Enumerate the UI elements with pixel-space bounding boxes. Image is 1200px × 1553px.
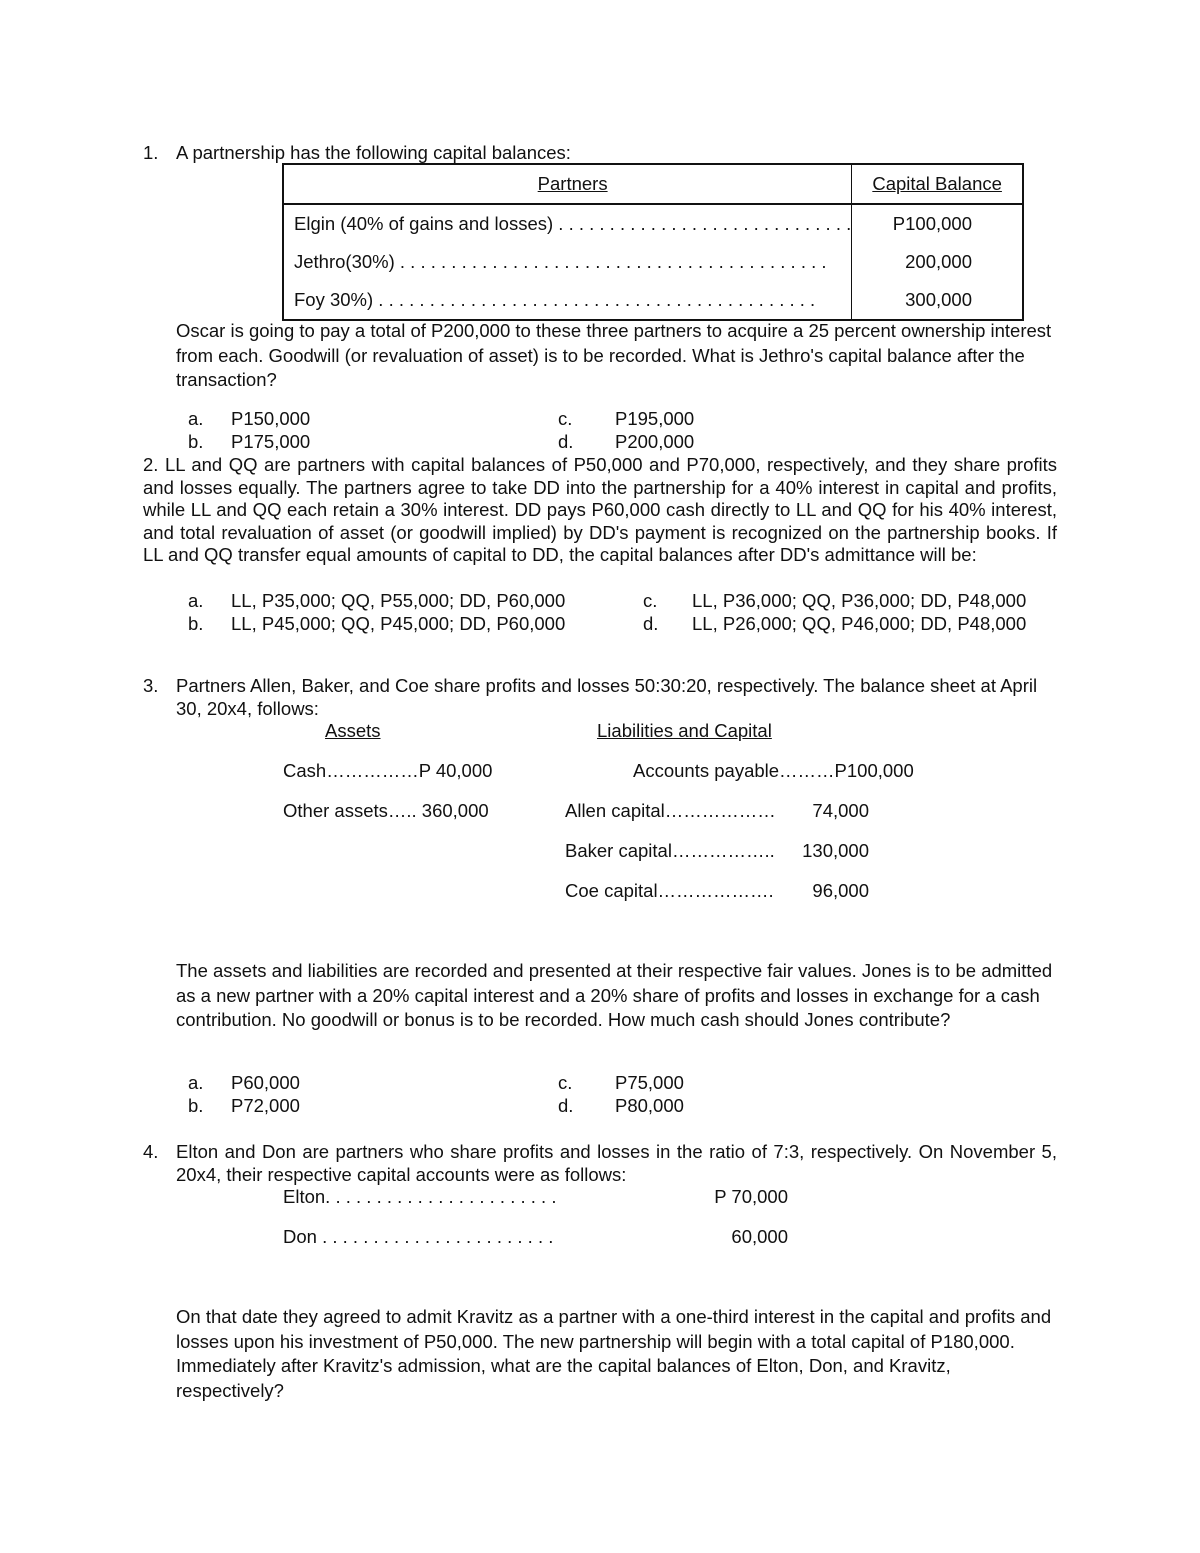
table-row <box>283 204 1023 243</box>
q3-question: The assets and liabilities are recorded and presented at their respective fair values. Jones is to be admitted as a new partner with a 20% capital interest and a 20% share of profits and losses in exchange for a cash contribution. No goodwill or bonus is to be recorded. How much cash should Jones contribute? <box>176 960 1053 1030</box>
q1-choice-a: P150,000 <box>231 408 311 429</box>
q3-choice-a-letter: a. <box>188 1072 204 1093</box>
q1-choice-b: P175,000 <box>231 431 311 452</box>
q3-number: 3. <box>143 675 159 696</box>
q2-choice-d: LL, P26,000; QQ, P46,000; DD, P48,000 <box>692 613 1027 634</box>
q3-choice-d: P80,000 <box>615 1095 684 1116</box>
cash-line: Cash……………P 40,000 <box>283 760 493 781</box>
q1-choice-c-letter: c. <box>558 408 573 429</box>
q1-choice-d: P200,000 <box>615 431 695 452</box>
capital-balances-table <box>282 163 1024 321</box>
q3-choice-b-letter: b. <box>188 1095 204 1116</box>
q3-choice-d-letter: d. <box>558 1095 574 1116</box>
assets-header: Assets <box>325 720 381 741</box>
table-row <box>283 243 1023 281</box>
q3-choice-a: P60,000 <box>231 1072 300 1093</box>
q3-choice-c-letter: c. <box>558 1072 573 1093</box>
partners-header: Partners <box>537 172 608 194</box>
balance-cell: 300,000 <box>905 288 972 310</box>
q1-number: 1. <box>143 142 159 163</box>
q3-intro: Partners Allen, Baker, and Coe share profits and losses 50:30:20, respectively. The balance sheet at April 30, 20x4, follows: <box>176 675 1038 719</box>
q1-choice-d-letter: d. <box>558 431 574 452</box>
q2-choice-c: LL, P36,000; QQ, P36,000; DD, P48,000 <box>692 590 1027 611</box>
q2-choice-d-letter: d. <box>643 613 659 634</box>
partner-cell: Elgin (40% of gains and losses) . . . . . . . . . . . . . . . . . . . . . . . . . . . . . <box>283 204 852 243</box>
balance-cell: P100,000 <box>892 212 972 234</box>
partner-cell: Foy 30%) . . . . . . . . . . . . . . . . . . . . . . . . . . . . . . . . . . . . . . . . . . . <box>283 281 852 320</box>
coe-capital-label: Coe capital………………. <box>565 880 774 901</box>
table-header-row <box>283 164 1023 204</box>
don-label: Don . . . . . . . . . . . . . . . . . . . . . . . <box>283 1226 554 1247</box>
q2-choice-a-letter: a. <box>188 590 204 611</box>
elton-label: Elton. . . . . . . . . . . . . . . . . . . . . . . <box>283 1186 557 1207</box>
q1-question: Oscar is going to pay a total of P200,000 to these three partners to acquire a 25 percent ownership interest from each. Goodwill (or revaluation of asset) is to be recorded. What is Jethro's capital balance after the transaction? <box>176 320 1052 390</box>
balance-cell: 200,000 <box>905 250 972 272</box>
baker-capital-value: 130,000 <box>802 840 869 861</box>
q4-question: On that date they agreed to admit Kravitz as a partner with a one-third interest in the capital and profits and losses upon his investment of P50,000. The new partnership will begin with a total capital of P180,000. Immediately after Kravitz's admission, what are the capital balances of Elton, Don, and Kravitz, respectively? <box>176 1306 1052 1401</box>
q2-choice-c-letter: c. <box>643 590 658 611</box>
don-value: 60,000 <box>731 1226 788 1247</box>
q1-intro: A partnership has the following capital balances: <box>176 142 571 163</box>
q3-choice-b: P72,000 <box>231 1095 300 1116</box>
baker-capital-label: Baker capital…………….. <box>565 840 775 861</box>
other-assets-line: Other assets….. 360,000 <box>283 800 489 821</box>
q4-intro: Elton and Don are partners who share profits and losses in the ratio of 7:3, respectively. On November 5, 20x4, their respective capital accounts were as follows: <box>176 1141 1057 1185</box>
q3-choice-c: P75,000 <box>615 1072 684 1093</box>
accounts-payable-line: Accounts payable………P100,000 <box>633 760 914 781</box>
allen-capital-value: 74,000 <box>812 800 869 821</box>
q2-choice-b: LL, P45,000; QQ, P45,000; DD, P60,000 <box>231 613 566 634</box>
q2-choice-a: LL, P35,000; QQ, P55,000; DD, P60,000 <box>231 590 566 611</box>
q1-choice-b-letter: b. <box>188 431 204 452</box>
q1-choice-a-letter: a. <box>188 408 204 429</box>
q1-choice-c: P195,000 <box>615 408 695 429</box>
q2-question: 2. LL and QQ are partners with capital balances of P50,000 and P70,000, respectively, and they share profits and losses equally. The partners agree to take DD into the partnership for a 40% interest in capital and profits, while LL and QQ each retain a 30% interest. DD pays P60,000 cash directly to LL and QQ for his 40% interest, and total revaluation of asset (or goodwill implied) by DD's payment is recognized on the partnership books. If LL and QQ transfer equal amounts of capital to DD, the capital balances after DD's admittance will be: <box>143 454 1057 565</box>
table-row <box>283 281 1023 320</box>
coe-capital-value: 96,000 <box>812 880 869 901</box>
partner-cell: Jethro(30%) . . . . . . . . . . . . . . . . . . . . . . . . . . . . . . . . . . . . . . . . . . <box>283 243 852 281</box>
elton-value: P 70,000 <box>714 1186 788 1207</box>
liabilities-capital-header: Liabilities and Capital <box>597 720 772 741</box>
capital-balance-header: Capital Balance <box>872 172 1002 194</box>
q2-choice-b-letter: b. <box>188 613 204 634</box>
q4-number: 4. <box>143 1141 159 1162</box>
allen-capital-label: Allen capital……………… <box>565 800 776 821</box>
